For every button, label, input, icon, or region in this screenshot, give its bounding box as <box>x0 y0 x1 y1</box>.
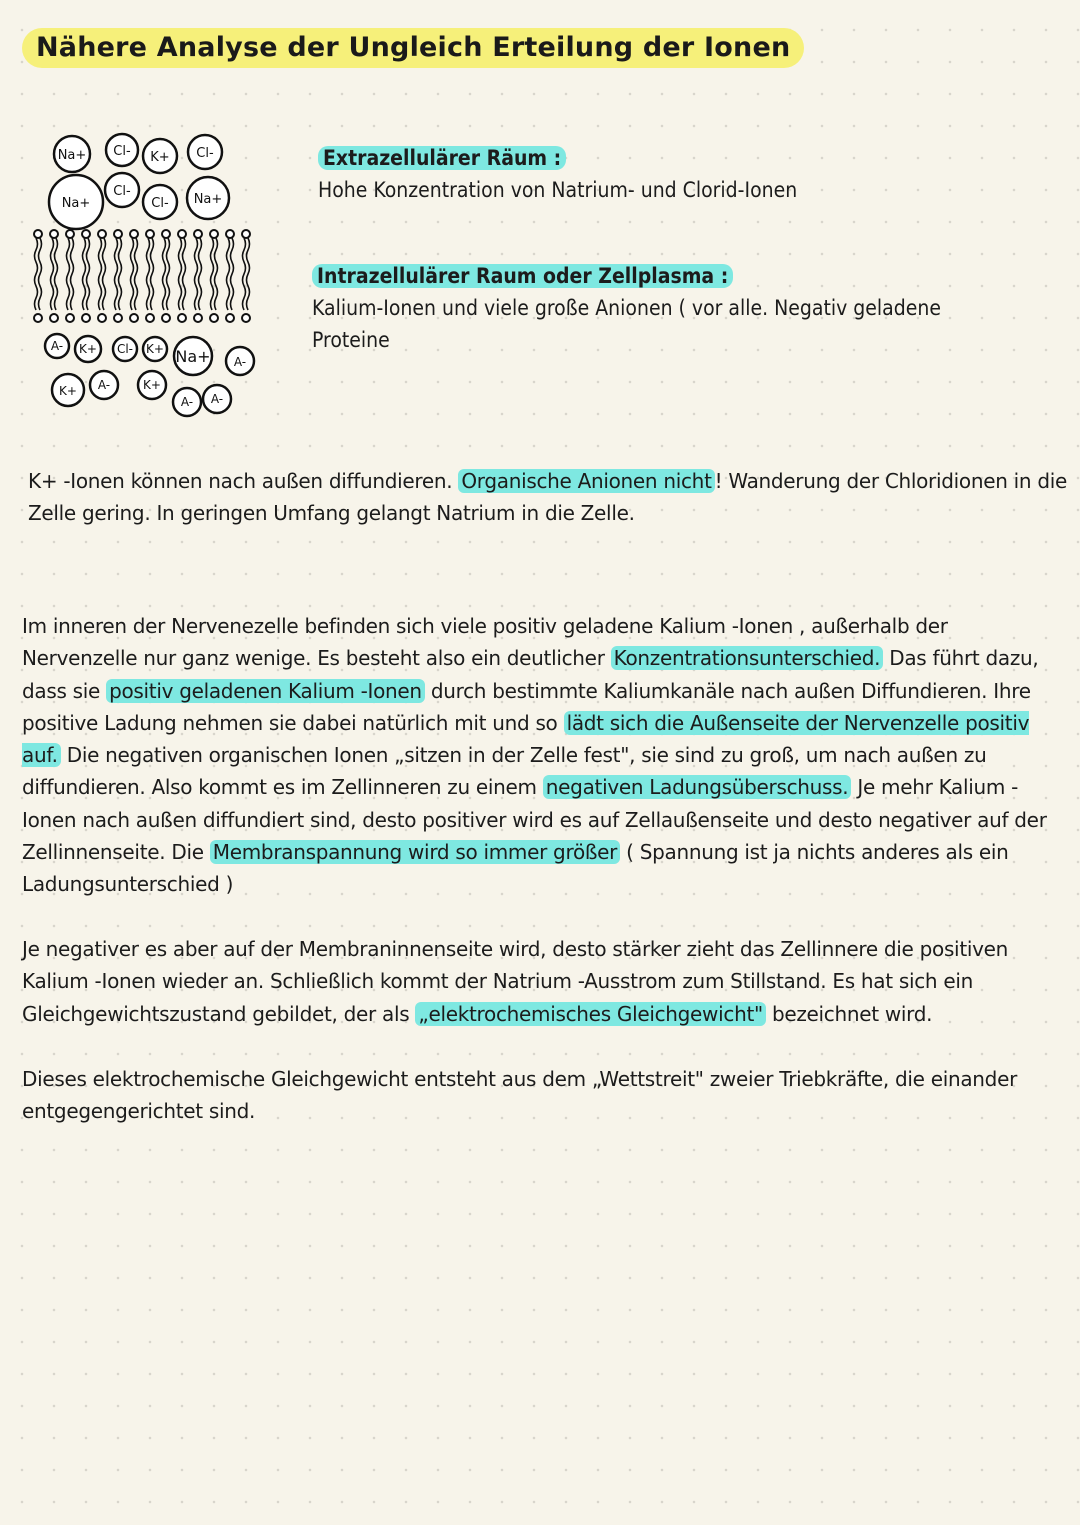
lipid-head <box>210 314 218 322</box>
paragraph-equilibrium: Je negativer es aber auf der Membraninnenseite wird, desto stärker zieht das Zellinnere die positiven Kalium -Ionen wieder an. Schließlich kommt der Natrium -Ausstrom zum Stillstand. Es hat sich ein Gleichgewichtszustand gebildet, der als „elektrochemisches Gleichgewicht" bezeichnet wird. <box>22 937 1009 1026</box>
ion-label-na: Na+ <box>175 347 211 366</box>
ion-label-cl: Cl- <box>113 184 131 199</box>
membrane-diagram <box>30 130 270 425</box>
lipid-tail <box>167 238 170 310</box>
lipid-head <box>114 314 122 322</box>
lipid-tail <box>35 238 38 310</box>
lipid-head <box>130 230 138 238</box>
lipid-bilayer <box>34 230 250 322</box>
lipid-head <box>130 314 138 322</box>
paragraph-concentration: Im inneren der Nervenezelle befinden sich viele positiv geladene Kalium -Ionen , außerhalb der Nervenzelle nur ganz wenige. Es besteht also ein deutlicher Konzentrationsunterschied. Das führt dazu, dass sie positiv geladenen Kalium -Ionen durch bestimmte Kaliumkanäle nach außen Diffundieren. Ihre positive Ladung nehmen sie dabei natürlich mit und so lädt sich die Außenseite der Nervenzelle positiv auf. Die negativen organischen Ionen „sitzen in der Zelle fest", sie sind zu groß, um nach außen zu diffundieren. Also kommt es im Zellinneren zu einem negativen Ladungsüberschuss. Je mehr Kalium -Ionen nach außen diffundiert sind, desto positiver wird es auf Zellaußenseite und desto negativer auf der Zellinnenseite. Die Membranspannung wird so immer größer ( Spannung ist ja nichts anderes als ein Ladungsunterschied ) <box>22 614 1047 897</box>
ion-label-cl: Cl- <box>113 144 131 159</box>
lipid-head <box>34 314 42 322</box>
lipid-head <box>146 230 154 238</box>
lipid-head <box>66 230 74 238</box>
lipid-tail <box>115 238 118 310</box>
lipid-tail <box>163 238 166 310</box>
lipid-head <box>178 230 186 238</box>
lipid-head <box>210 230 218 238</box>
extracellular-heading: Extrazellulärer Räum : <box>318 146 566 170</box>
lipid-tail <box>67 238 70 310</box>
lipid-tail <box>195 238 198 310</box>
page-title: Nähere Analyse der Ungleich Erteilung der Ionen <box>22 28 804 68</box>
lipid-tail <box>247 238 250 310</box>
highlight: „elektrochemisches Gleichgewicht" <box>415 1002 765 1026</box>
lipid-head <box>66 314 74 322</box>
highlight: negativen Ladungsüberschuss. <box>543 775 852 799</box>
lipid-tail <box>215 238 218 310</box>
ion-label-k: K+ <box>150 150 170 165</box>
lipid-head <box>34 230 42 238</box>
ion-label-a: A- <box>180 395 194 409</box>
lipid-head <box>194 230 202 238</box>
lipid-tail <box>227 238 230 310</box>
lipid-tail <box>119 238 122 310</box>
intracellular-heading: Intrazellulärer Raum oder Zellplasma : <box>312 264 733 288</box>
lipid-tail <box>199 238 202 310</box>
lipid-tail <box>51 238 54 310</box>
lipid-head <box>82 314 90 322</box>
lipid-tail <box>135 238 138 310</box>
lipid-head <box>82 230 90 238</box>
intracellular-line-1: Kalium-Ionen und viele große Anionen ( vor alle. Negativ geladene <box>312 296 941 320</box>
ion-label-na: Na+ <box>193 192 223 207</box>
lipid-tail <box>151 238 154 310</box>
lipid-head <box>162 314 170 322</box>
extracellular-block <box>318 142 1038 206</box>
ion-label-k: K+ <box>146 342 164 356</box>
ion-label-na: Na+ <box>57 148 87 163</box>
lipid-tail <box>99 238 102 310</box>
highlight: Konzentrationsunterschied. <box>611 646 884 670</box>
lipid-head <box>146 314 154 322</box>
lipid-tail <box>55 238 58 310</box>
ion-label-k: K+ <box>79 342 97 356</box>
ion-label-cl: Cl- <box>196 146 214 161</box>
lipid-tail <box>243 238 246 310</box>
intracellular-line-2: Proteine <box>312 328 390 352</box>
lipid-tail <box>71 238 74 310</box>
lipid-tail <box>131 238 134 310</box>
ion-label-k: K+ <box>59 384 77 398</box>
lipid-tail <box>179 238 182 310</box>
highlight: Organische Anionen nicht <box>458 469 714 493</box>
ion-label-a: A- <box>50 339 64 353</box>
lipid-head <box>242 230 250 238</box>
lipid-head <box>226 314 234 322</box>
highlight: Membranspannung wird so immer größer <box>210 840 620 864</box>
paragraph-diffusion: K+ -Ionen können nach außen diffundieren. Organische Anionen nicht ! Wanderung der Chloridionen in die Zelle gering. In geringen Umfang gelangt Natrium in die Zelle. <box>28 469 1067 526</box>
ion-label-a: A- <box>97 378 111 392</box>
lipid-head <box>194 314 202 322</box>
lipid-tail <box>183 238 186 310</box>
ion-label-k: K+ <box>143 378 161 392</box>
lipid-tail <box>231 238 234 310</box>
lipid-tail <box>39 238 42 310</box>
lipid-head <box>114 230 122 238</box>
lipid-tail <box>211 238 214 310</box>
extracellular-text: Hohe Konzentration von Natrium- und Clorid-Ionen <box>318 178 798 202</box>
lipid-head <box>50 314 58 322</box>
lipid-head <box>98 230 106 238</box>
ion-label-cl: Cl- <box>116 342 134 356</box>
lipid-head <box>162 230 170 238</box>
ion-label-a: A- <box>233 355 247 369</box>
lipid-head <box>226 230 234 238</box>
ion-label-cl: Cl- <box>151 196 169 211</box>
intracellular-block <box>312 260 1032 356</box>
highlight: positiv geladenen Kalium -Ionen <box>106 679 425 703</box>
lipid-tail <box>87 238 90 310</box>
lipid-head <box>50 230 58 238</box>
ion-label-a: A- <box>210 392 224 406</box>
paragraph-driving-forces: Dieses elektrochemische Gleichgewicht entsteht aus dem „Wettstreit" zweier Triebkräfte, die einander entgegengerichtet sind. <box>22 1067 1017 1124</box>
lipid-head <box>178 314 186 322</box>
lipid-head <box>98 314 106 322</box>
lipid-tail <box>103 238 106 310</box>
lipid-head <box>242 314 250 322</box>
lipid-tail <box>83 238 86 310</box>
ion-label-na: Na+ <box>61 196 91 211</box>
lipid-tail <box>147 238 150 310</box>
highlight: lädt sich die Außenseite der Nervenzelle positiv auf. <box>22 710 1030 768</box>
